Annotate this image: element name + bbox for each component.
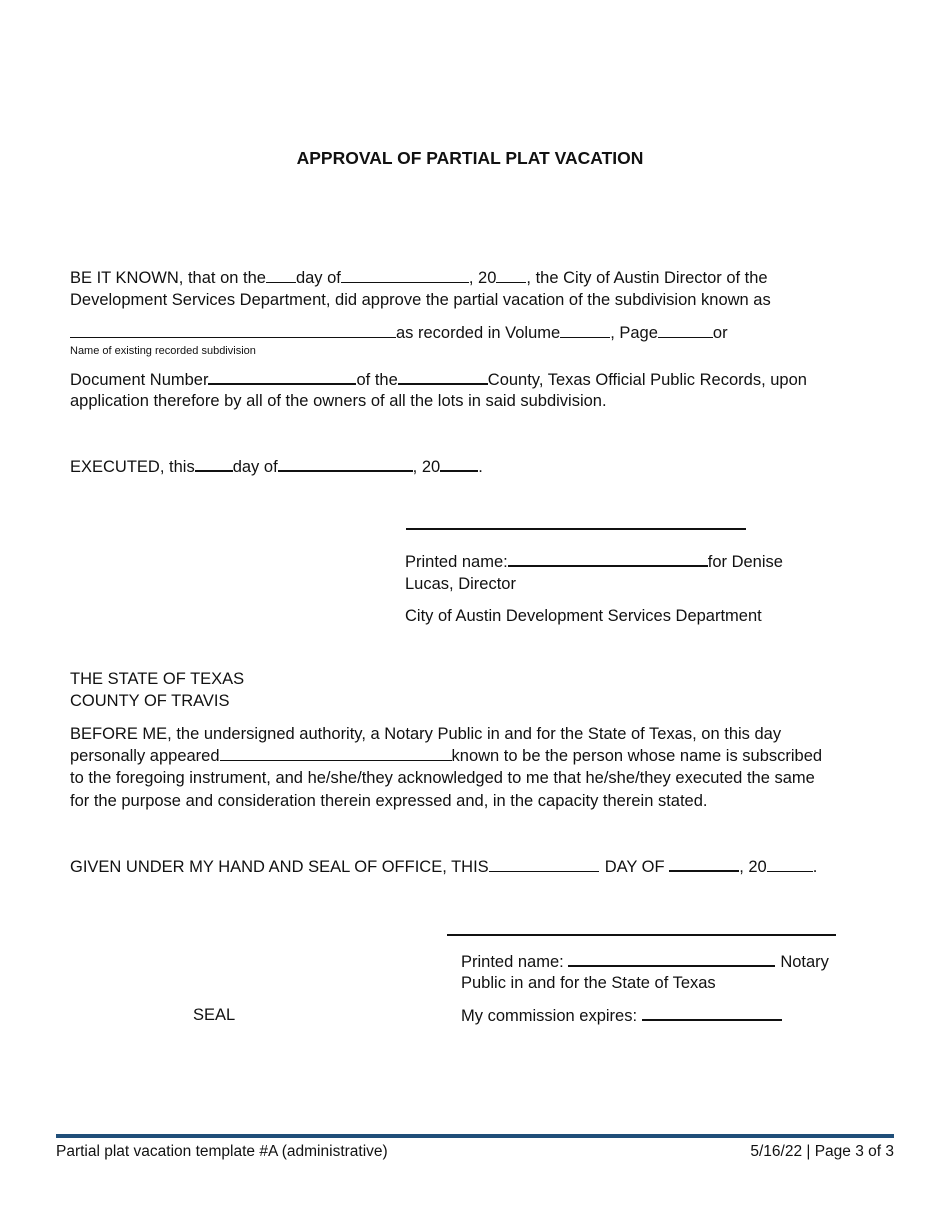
notary-word: Notary	[780, 953, 829, 971]
given-text-4: .	[812, 858, 818, 876]
notary-line-4: for the purpose and consideration therein expressed and, in the capacity therein stated.	[70, 792, 708, 810]
notary-line-2	[70, 745, 822, 767]
known-text-7: or	[712, 324, 728, 342]
given-text-2: DAY OF	[604, 858, 665, 876]
executed-text-4: .	[478, 458, 483, 476]
document-title: APPROVAL OF PARTIAL PLAT VACATION	[296, 148, 644, 168]
executed-day-blank[interactable]	[195, 455, 233, 472]
year-blank[interactable]	[496, 267, 526, 283]
known-text-2: day of	[295, 269, 341, 287]
month-blank[interactable]	[341, 267, 469, 283]
document-number-blank[interactable]	[208, 368, 356, 385]
known-line-1	[70, 267, 768, 289]
known-text-8: Document Number	[70, 371, 209, 389]
footer-right: 5/16/22 | Page 3 of 3	[750, 1143, 894, 1160]
footer-divider	[56, 1134, 894, 1138]
notary-line-3: to the foregoing instrument, and he/she/they acknowledged to me that he/she/they executed the same	[70, 769, 815, 787]
executed-line	[70, 455, 483, 478]
footer-left: Partial plat vacation template #A (administrative)	[56, 1143, 388, 1160]
notary-signature-line[interactable]	[447, 934, 836, 936]
executed-text-1: EXECUTED, this	[70, 458, 195, 476]
page-blank[interactable]	[658, 322, 713, 338]
given-day-blank[interactable]	[489, 856, 599, 872]
county-line: COUNTY OF TRAVIS	[70, 692, 230, 710]
executed-text-3: , 20	[412, 458, 441, 476]
commission-expires-blank[interactable]	[642, 1004, 782, 1021]
known-line-5: application therefore by all of the owners of all the lots in said subdivision.	[70, 392, 607, 410]
subdivision-name-blank[interactable]	[70, 322, 396, 338]
notary-printed-name-blank[interactable]	[568, 950, 775, 967]
commission-label: My commission expires:	[461, 1007, 638, 1025]
known-text-6: , Page	[610, 324, 658, 342]
given-text-3: , 20	[739, 858, 767, 876]
director-printed-line	[405, 550, 783, 573]
notary-text-2b: known to be the person whose name is subscribed	[451, 747, 823, 765]
director-name: Lucas, Director	[405, 575, 516, 593]
commission-line	[461, 1004, 782, 1027]
known-line-3	[70, 322, 728, 344]
notary-public-line: Public in and for the State of Texas	[461, 974, 716, 992]
notary-text-2a: personally appeared	[70, 747, 220, 765]
given-month-blank[interactable]	[669, 855, 739, 872]
known-line-2: Development Services Department, did approve the partial vacation of the subdivision known as	[70, 291, 771, 309]
given-year-blank[interactable]	[767, 856, 813, 872]
known-text-10: County, Texas Official Public Records, upon	[487, 371, 807, 389]
known-text-5: as recorded in Volume	[396, 324, 561, 342]
given-text-1: GIVEN UNDER MY HAND AND SEAL OF OFFICE, THIS	[70, 858, 489, 876]
appeared-name-blank[interactable]	[220, 745, 452, 761]
notary-printed-label: Printed name:	[461, 953, 564, 971]
known-text-4: , the City of Austin Director of the	[526, 269, 768, 287]
state-line: THE STATE OF TEXAS	[70, 670, 245, 688]
executed-year-blank[interactable]	[440, 455, 478, 472]
director-signature-line[interactable]	[406, 528, 746, 530]
director-for-text: for Denise	[707, 553, 783, 571]
seal-label: SEAL	[193, 1006, 236, 1024]
known-line-4	[70, 368, 807, 391]
subdivision-caption: Name of existing recorded subdivision	[70, 345, 256, 357]
known-text-3: , 20	[468, 269, 497, 287]
executed-month-blank[interactable]	[278, 455, 413, 472]
known-text-9: of the	[356, 371, 398, 389]
volume-blank[interactable]	[560, 322, 610, 338]
known-text-1: BE IT KNOWN, that on the	[70, 269, 266, 287]
day-blank[interactable]	[266, 267, 296, 283]
notary-line-1: BEFORE ME, the undersigned authority, a Notary Public in and for the State of Texas, on this day	[70, 725, 782, 743]
county-blank[interactable]	[398, 368, 488, 385]
notary-printed-line	[461, 950, 829, 973]
given-line	[70, 855, 817, 878]
director-department: City of Austin Development Services Department	[405, 607, 762, 625]
executed-text-2: day of	[232, 458, 278, 476]
director-printed-label: Printed name:	[405, 553, 508, 571]
director-printed-name-blank[interactable]	[508, 550, 708, 567]
